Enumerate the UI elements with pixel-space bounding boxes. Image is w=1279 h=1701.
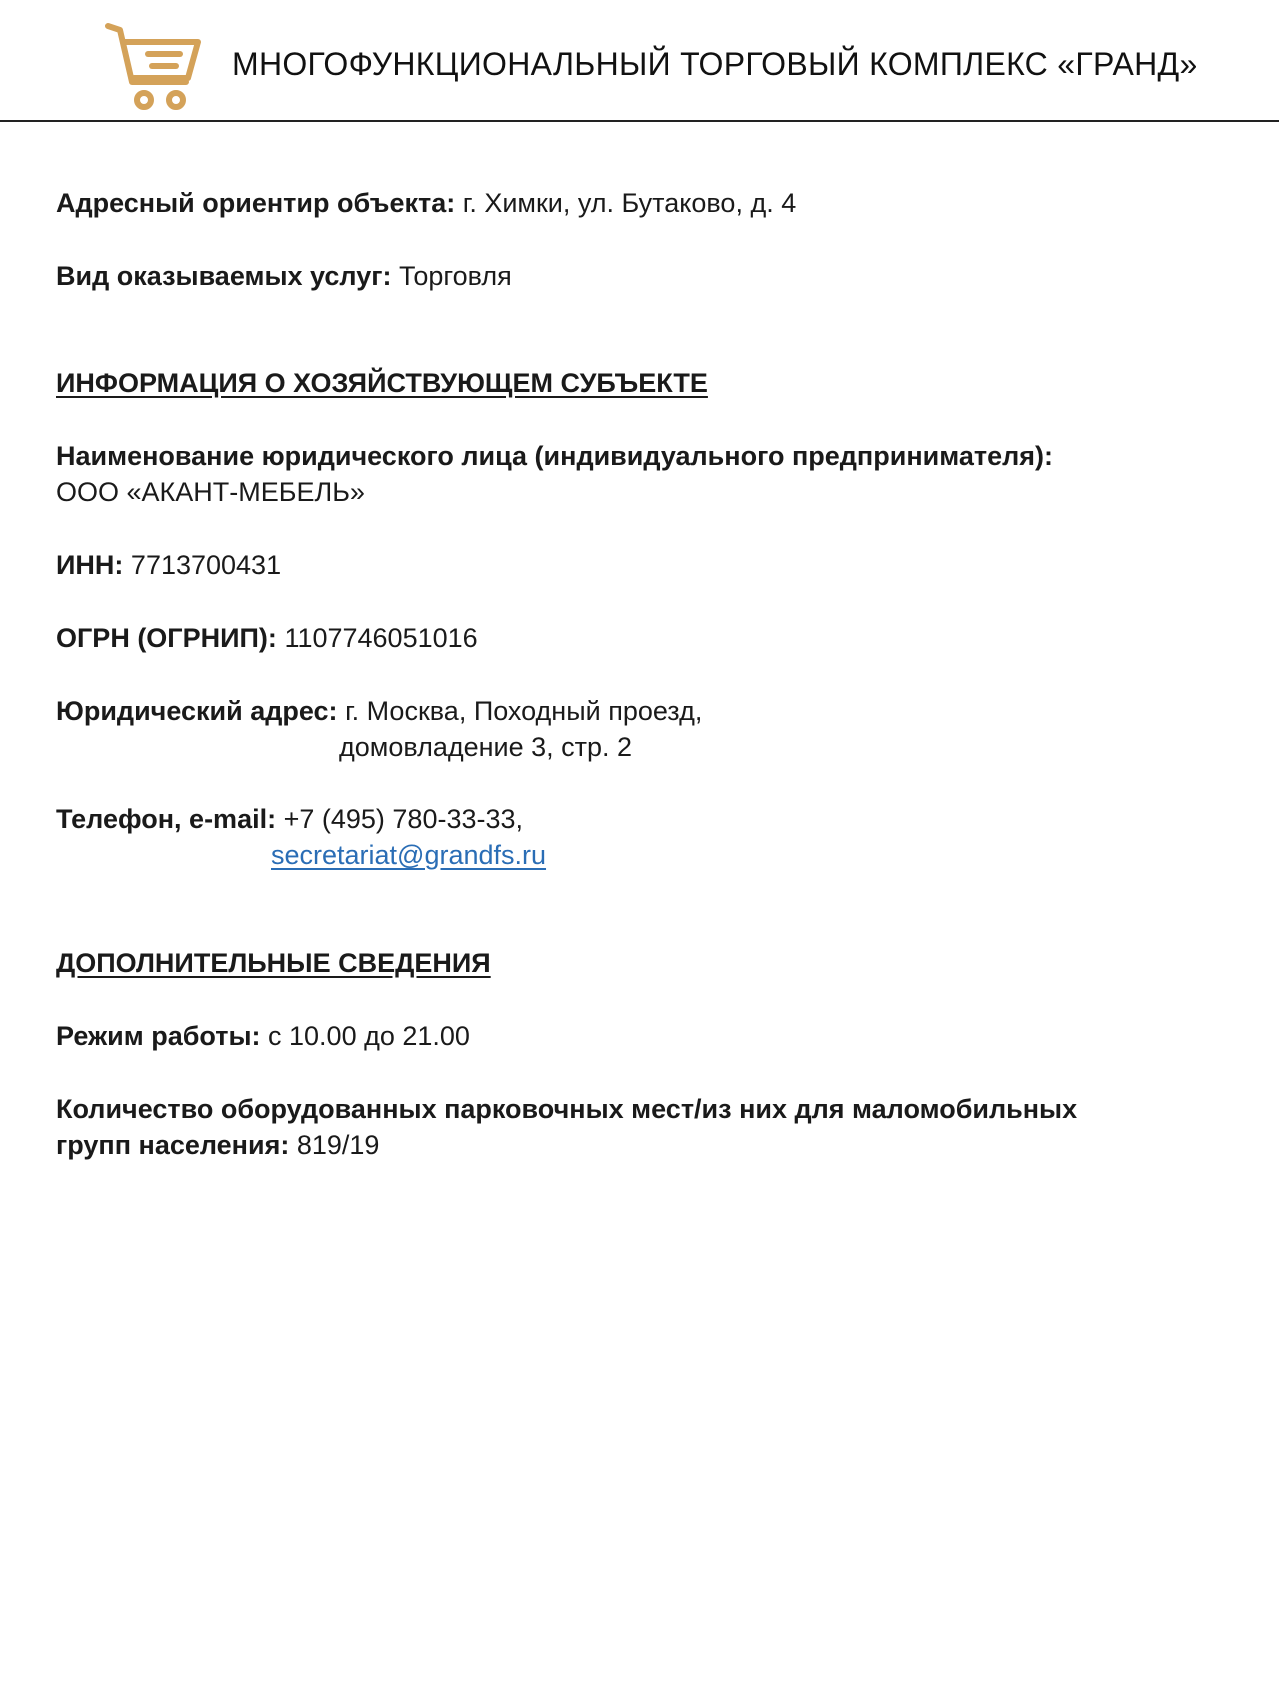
- parking-value: 819/19: [296, 1130, 380, 1160]
- ogrn-value: 1107746051016: [284, 623, 478, 653]
- inn-label: ИНН:: [56, 550, 124, 580]
- page-header: [0, 0, 1279, 122]
- legal-address-line2: домовладение 3, стр. 2: [339, 732, 633, 762]
- working-hours-value: с 10.00 до 21.00: [268, 1021, 470, 1051]
- legal-address-row: [56, 692, 702, 730]
- shopping-cart-icon: [104, 20, 204, 114]
- entity-section-heading: ИНФОРМАЦИЯ О ХОЗЯЙСТВУЮЩЕМ СУБЪЕКТЕ: [56, 368, 708, 398]
- email-link[interactable]: secretariat@grandfs.ru: [271, 840, 547, 870]
- ogrn-row: [56, 619, 478, 657]
- parking-row: [56, 1126, 379, 1164]
- page-title: МНОГОФУНКЦИОНАЛЬНЫЙ ТОРГОВЫЙ КОМПЛЕКС «ГРАНД»: [232, 46, 1198, 82]
- email-row: [271, 836, 546, 874]
- service-type-label: Вид оказываемых услуг:: [56, 261, 392, 291]
- contact-row: [56, 800, 523, 838]
- working-hours-row: [56, 1017, 470, 1055]
- extra-section-heading: ДОПОЛНИТЕЛЬНЫЕ СВЕДЕНИЯ: [56, 948, 491, 978]
- object-address-row: [56, 184, 796, 222]
- service-type-row: [56, 257, 512, 295]
- entity-name-value: ООО «АКАНТ-МЕБЕЛЬ»: [56, 477, 365, 507]
- object-address-label: Адресный ориентир объекта:: [56, 188, 456, 218]
- ogrn-label: ОГРН (ОГРНИП):: [56, 623, 277, 653]
- object-address-value: г. Химки, ул. Бутаково, д. 4: [462, 188, 797, 218]
- service-type-value: Торговля: [398, 261, 512, 291]
- entity-name-label: Наименование юридического лица (индивидуального предпринимателя):: [56, 441, 1053, 471]
- parking-label-line2: групп населения:: [56, 1130, 290, 1160]
- contact-label: Телефон, e-mail:: [56, 804, 277, 834]
- inn-row: [56, 546, 281, 584]
- inn-value: 7713700431: [130, 550, 282, 580]
- legal-address-line1: г. Москва, Походный проезд,: [345, 696, 703, 726]
- phone-value: +7 (495) 780-33-33,: [283, 804, 524, 834]
- working-hours-label: Режим работы:: [56, 1021, 261, 1051]
- legal-address-label: Юридический адрес:: [56, 696, 338, 726]
- parking-label-line1: Количество оборудованных парковочных мест/из них для маломобильных: [56, 1094, 1078, 1124]
